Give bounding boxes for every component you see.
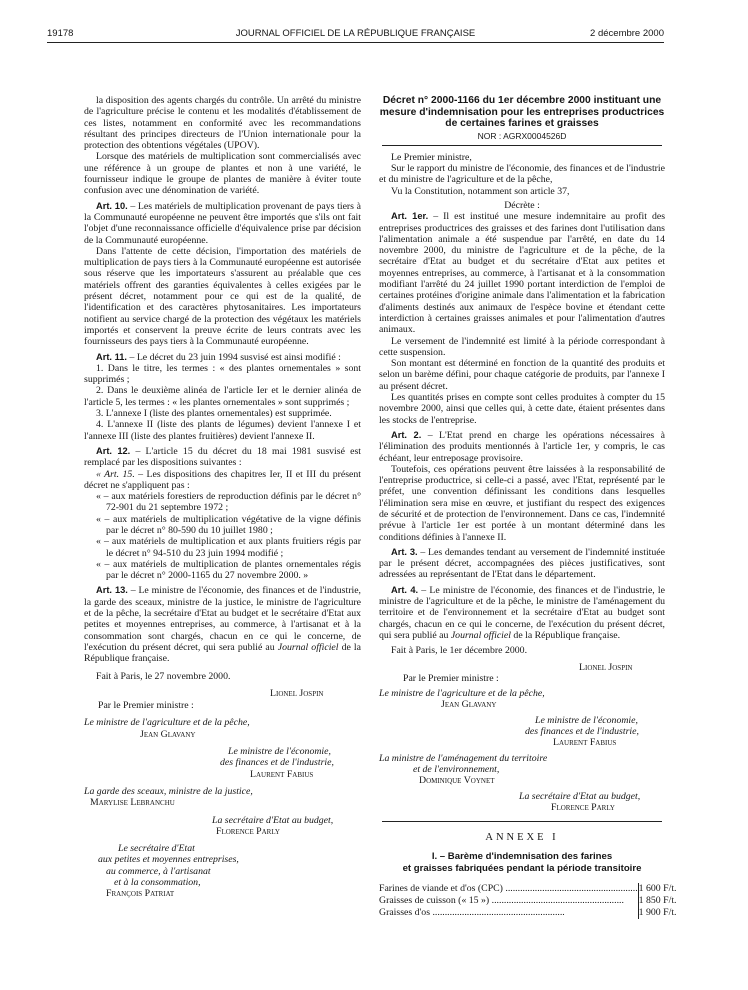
article-13 bbox=[84, 585, 361, 664]
left-column bbox=[84, 95, 361, 900]
paragraph-attente: Dans l'attente de cette décision, l'importation des matériels de multiplication de pays tiers à la Communauté européenne est autorisée sous réserve que les importateurs s'assurent au préalable que ces matériels offrent des garanties équivalentes à celles exigées par le présent décret, notamment pour ce qui est de la qualité, de l'identification et des caractères phytosanitaires. Les importateurs notifient au service chargé de la protection des végétaux les matériels importés et conservent la preuve écrite de leurs contrats avec les fournisseurs des pays tiers à la Communauté européenne. bbox=[84, 245, 361, 348]
article-11-item: 4. L'annexe II (liste des plants de légumes) devient l'annexe I et l'annexe III (liste des plantes fruitières) devient l'annexe II. bbox=[84, 419, 361, 442]
issue-date: 2 décembre 2000 bbox=[590, 28, 664, 39]
article-11-label: Art. 11. bbox=[96, 351, 128, 362]
table-row bbox=[379, 895, 677, 907]
article-4 bbox=[379, 585, 665, 641]
signatory-title: Le ministre de l'économie, bbox=[228, 746, 331, 758]
article-15-lead: « Art. 15. bbox=[96, 468, 135, 480]
article-15-item: « – aux matériels forestiers de reproduction définis par le décret n° 72-901 du 21 septembre 1972 ; bbox=[96, 491, 361, 514]
table-row bbox=[379, 883, 677, 895]
signatory-title: Le ministre de l'économie, bbox=[535, 714, 638, 726]
fait-a-paris: Fait à Paris, le 27 novembre 2000. bbox=[96, 670, 231, 682]
article-1-text: – Il est institué une mesure indemnitaire au profit des entreprises productrices des graisses et des farines dont l'utilisation dans l'alimentation animale a été suspendue par l'arrêté, en date du 14 novembre 2000, du ministre de l'agriculture et de la pêche, de la secrétaire d'Etat au budget et du secrétaire d'Etat aux petites et moyennes entreprises, au commerce, à l'artisanat et à la consommation modifiant l'arrêté du 24 juillet 1990 portant interdiction de l'emploi de certaines protéines d'origine animale dans l'alimentation et la fabrication d'aliments destinés aux animaux de l'espèce bovine et étendant cette interdiction à certaines graisses animales et pour l'alimentation d'autres animaux. bbox=[379, 211, 666, 336]
article-1 bbox=[379, 211, 665, 335]
article-12-text: – L'article 15 du décret du 18 mai 1981 susvisé est remplacé par les dispositions suivantes : bbox=[84, 445, 361, 469]
article-11-text: – Le décret du 23 juin 1994 susvisé est ainsi modifié : bbox=[127, 351, 341, 363]
annexe-heading: ANNEXE I bbox=[485, 832, 559, 844]
signatory-title: au commerce, à l'artisanat bbox=[106, 865, 211, 877]
article-2 bbox=[379, 430, 665, 464]
signatory-name: Florence Parly bbox=[551, 801, 615, 813]
article-13-end: de la République française. bbox=[84, 641, 361, 665]
article-11-item: 1. Dans le titre, les termes : « des plantes ornementales » sont supprimés ; bbox=[84, 362, 361, 386]
signatory-title: et de l'environnement, bbox=[413, 763, 500, 775]
article-10-label: Art. 10. bbox=[96, 200, 128, 211]
signatory-name: Marylise Lebranchu bbox=[90, 797, 175, 809]
nor-reference: NOR : AGRX0004526D bbox=[477, 130, 567, 141]
bareme-label-text: Farines de viande et d'os (CPC) bbox=[379, 883, 503, 895]
article-4-end: de la République française. bbox=[510, 629, 621, 641]
signatory-title: aux petites et moyennes entreprises, bbox=[98, 854, 239, 866]
bareme-label-text: Graisses de cuisson (« 15 ») bbox=[379, 895, 490, 907]
article-15-quote bbox=[84, 469, 361, 492]
paragraph-montant: Son montant est déterminé en fonction de la quantité des produits et selon un barème défini, pour chaque catégorie de produits, par l'annexe I au présent décret. bbox=[379, 358, 665, 392]
signatory-title: La secrétaire d'Etat au budget, bbox=[212, 814, 334, 826]
article-3 bbox=[379, 547, 665, 581]
signatory-name: Jean Glavany bbox=[140, 728, 196, 740]
right-column bbox=[379, 95, 677, 919]
article-15-item: « – aux matériels de multiplication et aux plants fruitiers régis par le décret n° 94-510 du 23 juin 1994 modifié ; bbox=[96, 536, 361, 559]
vu-constitution: Vu la Constitution, notamment son article 37, bbox=[391, 185, 570, 197]
article-15-item: « – aux matériels de multiplication végétative de la vigne définis par le décret n° 80-590 du 10 juillet 1980 ; bbox=[96, 513, 361, 536]
article-11-item: 2. Dans le deuxième alinéa de l'article Ier et le dernier alinéa de l'article 5, les termes : « les plantes ornementales » sont supprimés ; bbox=[84, 385, 361, 408]
premier-ministre: Le Premier ministre, bbox=[391, 151, 472, 163]
article-3-label: Art. 3. bbox=[391, 546, 418, 557]
paragraph-toutefois: Toutefois, ces opérations peuvent être laissées à la responsabilité de l'entreprise productrice, si celle-ci a passé, avec l'Etat, représenté par le préfet, une convention définissant les conditions dans lesquelles l'élimination sera mise en œuvre, et justifiant du respect des exigences de sécurité et de protection de l'environnement. Dans ce cas, l'indemnité prévue à l'article 1er est portée à un montant déterminé dans les conditions définies à l'annexe II. bbox=[379, 463, 665, 543]
signatory-title: La garde des sceaux, ministre de la justice, bbox=[84, 785, 253, 797]
decrete: Décrète : bbox=[504, 199, 540, 211]
signatory-title: Le ministre de l'agriculture et de la pêche, bbox=[84, 717, 250, 729]
bareme-label: Farines de viande et d'os (CPC) ...................................................... bbox=[379, 883, 638, 895]
article-13-label: Art. 13. bbox=[96, 585, 128, 596]
bareme-label: Graisses d'os ...................................................... bbox=[379, 907, 565, 919]
article-15-text: – Les dispositions des chapitres Ier, II et III du présent décret ne s'appliquent pas : bbox=[84, 468, 361, 491]
article-11-item: 3. L'annexe I (liste des plantes ornementales) est supprimée. bbox=[96, 408, 332, 420]
signatory-name: Laurent Fabius bbox=[553, 737, 617, 749]
signatory-title: des finances et de l'industrie, bbox=[220, 757, 334, 769]
signatory-name: Lionel Jospin bbox=[579, 661, 633, 673]
journal-officiel-ref: Journal officiel bbox=[277, 641, 339, 653]
article-4-text: – Le ministre de l'économie, des finances et de l'industrie, le ministre de l'agriculture et de la pêche, le ministre de l'aménagement du territoire et de l'environnement et la secrétaire d'Etat au budget sont chargés, chacun en ce qui le concerne, de l'exécution du présent décret, qui sera publié au bbox=[379, 584, 665, 641]
bareme-label: Graisses de cuisson (« 15 ») ...................................................... bbox=[379, 895, 624, 907]
signatory-name: Laurent Fabius bbox=[250, 768, 314, 780]
paragraph-quantites: Les quantités prises en compte sont celles produites à compter du 15 novembre 2000, ainsi que celles qui, à cette date, étaient présentes dans les stocks de l'entreprise. bbox=[379, 392, 665, 426]
signatory-title: des finances et de l'industrie, bbox=[525, 726, 639, 738]
signature-intro: Par le Premier ministre : bbox=[403, 672, 499, 684]
article-2-text: – L'Etat prend en charge les opérations nécessaires à l'élimination des produits mentionnés à l'article 1er, y compris, le cas échéant, leur entreposage provisoire. bbox=[379, 429, 665, 464]
fait-a-paris: Fait à Paris, le 1er décembre 2000. bbox=[391, 645, 528, 657]
signatory-name: Lionel Jospin bbox=[270, 687, 324, 699]
bareme-label-text: Graisses d'os bbox=[379, 907, 431, 919]
annexe-rule bbox=[382, 821, 662, 822]
article-12-label: Art. 12. bbox=[96, 445, 131, 456]
signatory-name: François Patriat bbox=[106, 888, 175, 900]
vu-rapport: Sur le rapport du ministre de l'économie, des finances et de l'industrie et du ministre de l'agriculture et de la pêche, bbox=[379, 163, 665, 186]
bareme-value: 1 900 F/t. bbox=[638, 907, 677, 919]
article-10 bbox=[84, 201, 361, 246]
bareme-value: 1 600 F/t. bbox=[638, 883, 677, 895]
bareme-title: I. – Barème d'indemnisation des farines bbox=[431, 851, 613, 863]
continued-paragraph: la disposition des agents chargés du contrôle. Un arrêté du ministre de l'agriculture précise le contenu et les modalités d'établissement de ces listes, notamment en conformité avec les recommandations résultant des principes directeurs de l'Union internationale pour la protection des obtentions végétales (UPOV). bbox=[84, 95, 361, 152]
signatory-name: Dominique Voynet bbox=[419, 775, 495, 787]
signatory-title: La ministre de l'aménagement du territoire bbox=[379, 752, 548, 764]
signatory-name: Florence Parly bbox=[216, 825, 280, 837]
bareme-table bbox=[379, 883, 677, 919]
paragraph-lorsque: Lorsque des matériels de multiplication sont commercialisés avec une référence à un groupe de plantes et non à une variété, le fournisseur indique le groupe de plantes de manière à éviter toute confusion avec une dénomination de variété. bbox=[84, 151, 361, 197]
signatory-title: et à la consommation, bbox=[114, 877, 201, 888]
article-1-label: Art. 1er. bbox=[391, 211, 429, 222]
article-15-item: « – aux matériels de multiplication de plantes ornementales régis par le décret n° 2000-1165 du 27 novembre 2000. » bbox=[96, 558, 361, 582]
title-rule bbox=[382, 145, 662, 146]
article-4-label: Art. 4. bbox=[391, 584, 419, 595]
signatory-title: Le secrétaire d'Etat bbox=[118, 843, 195, 855]
table-row bbox=[379, 907, 677, 919]
article-3-text: – Les demandes tendant au versement de l'indemnité instituée par le présent décret, accompagnées des pièces justificatives, sont adressées au représentant de l'Etat dans le département. bbox=[379, 546, 665, 581]
article-11 bbox=[84, 352, 361, 363]
page-header bbox=[47, 28, 664, 43]
bareme-title: et graisses fabriquées pendant la période transitoire bbox=[402, 862, 642, 874]
article-13-text: – Le ministre de l'économie, des finances et de l'industrie, la garde des sceaux, ministre de la justice, le ministre de l'agriculture et de la pêche, la secrétaire d'Etat au budget et le secrétaire d'Etat aux petites et moyennes entreprises, au commerce, à l'artisanat et à la consommation sont chargés, chacun en ce qui le concerne, de l'exécution du présent décret, qui sera publié au bbox=[84, 585, 361, 653]
article-12 bbox=[84, 446, 361, 469]
journal-officiel-ref: Journal officiel bbox=[450, 629, 511, 641]
signatory-title: La secrétaire d'Etat au budget, bbox=[519, 790, 641, 802]
bareme-value: 1 850 F/t. bbox=[638, 895, 677, 907]
journal-title: JOURNAL OFFICIEL DE LA RÉPUBLIQUE FRANÇAISE bbox=[235, 28, 476, 39]
paragraph-versement: Le versement de l'indemnité est limité à la période correspondant à cette suspension. bbox=[379, 335, 665, 358]
signatory-name: Jean Glavany bbox=[441, 699, 497, 711]
page-number: 19178 bbox=[47, 28, 74, 39]
signatory-title: Le ministre de l'agriculture et de la pêche, bbox=[379, 688, 545, 700]
decree-title: Décret n° 2000-1166 du 1er décembre 2000 instituant une mesure d'indemnisation pour les entreprises productrices de certaines farines et graisses bbox=[379, 95, 665, 129]
signature-intro: Par le Premier ministre : bbox=[98, 700, 194, 712]
article-2-label: Art. 2. bbox=[391, 429, 422, 440]
article-10-text: – Les matériels de multiplication provenant de pays tiers à la Communauté européenne ne peuvent être importés que s'ils ont fait l'objet d'une reconnaissance officielle d'équivalence prise par décision de la Communauté européenne. bbox=[84, 200, 361, 246]
